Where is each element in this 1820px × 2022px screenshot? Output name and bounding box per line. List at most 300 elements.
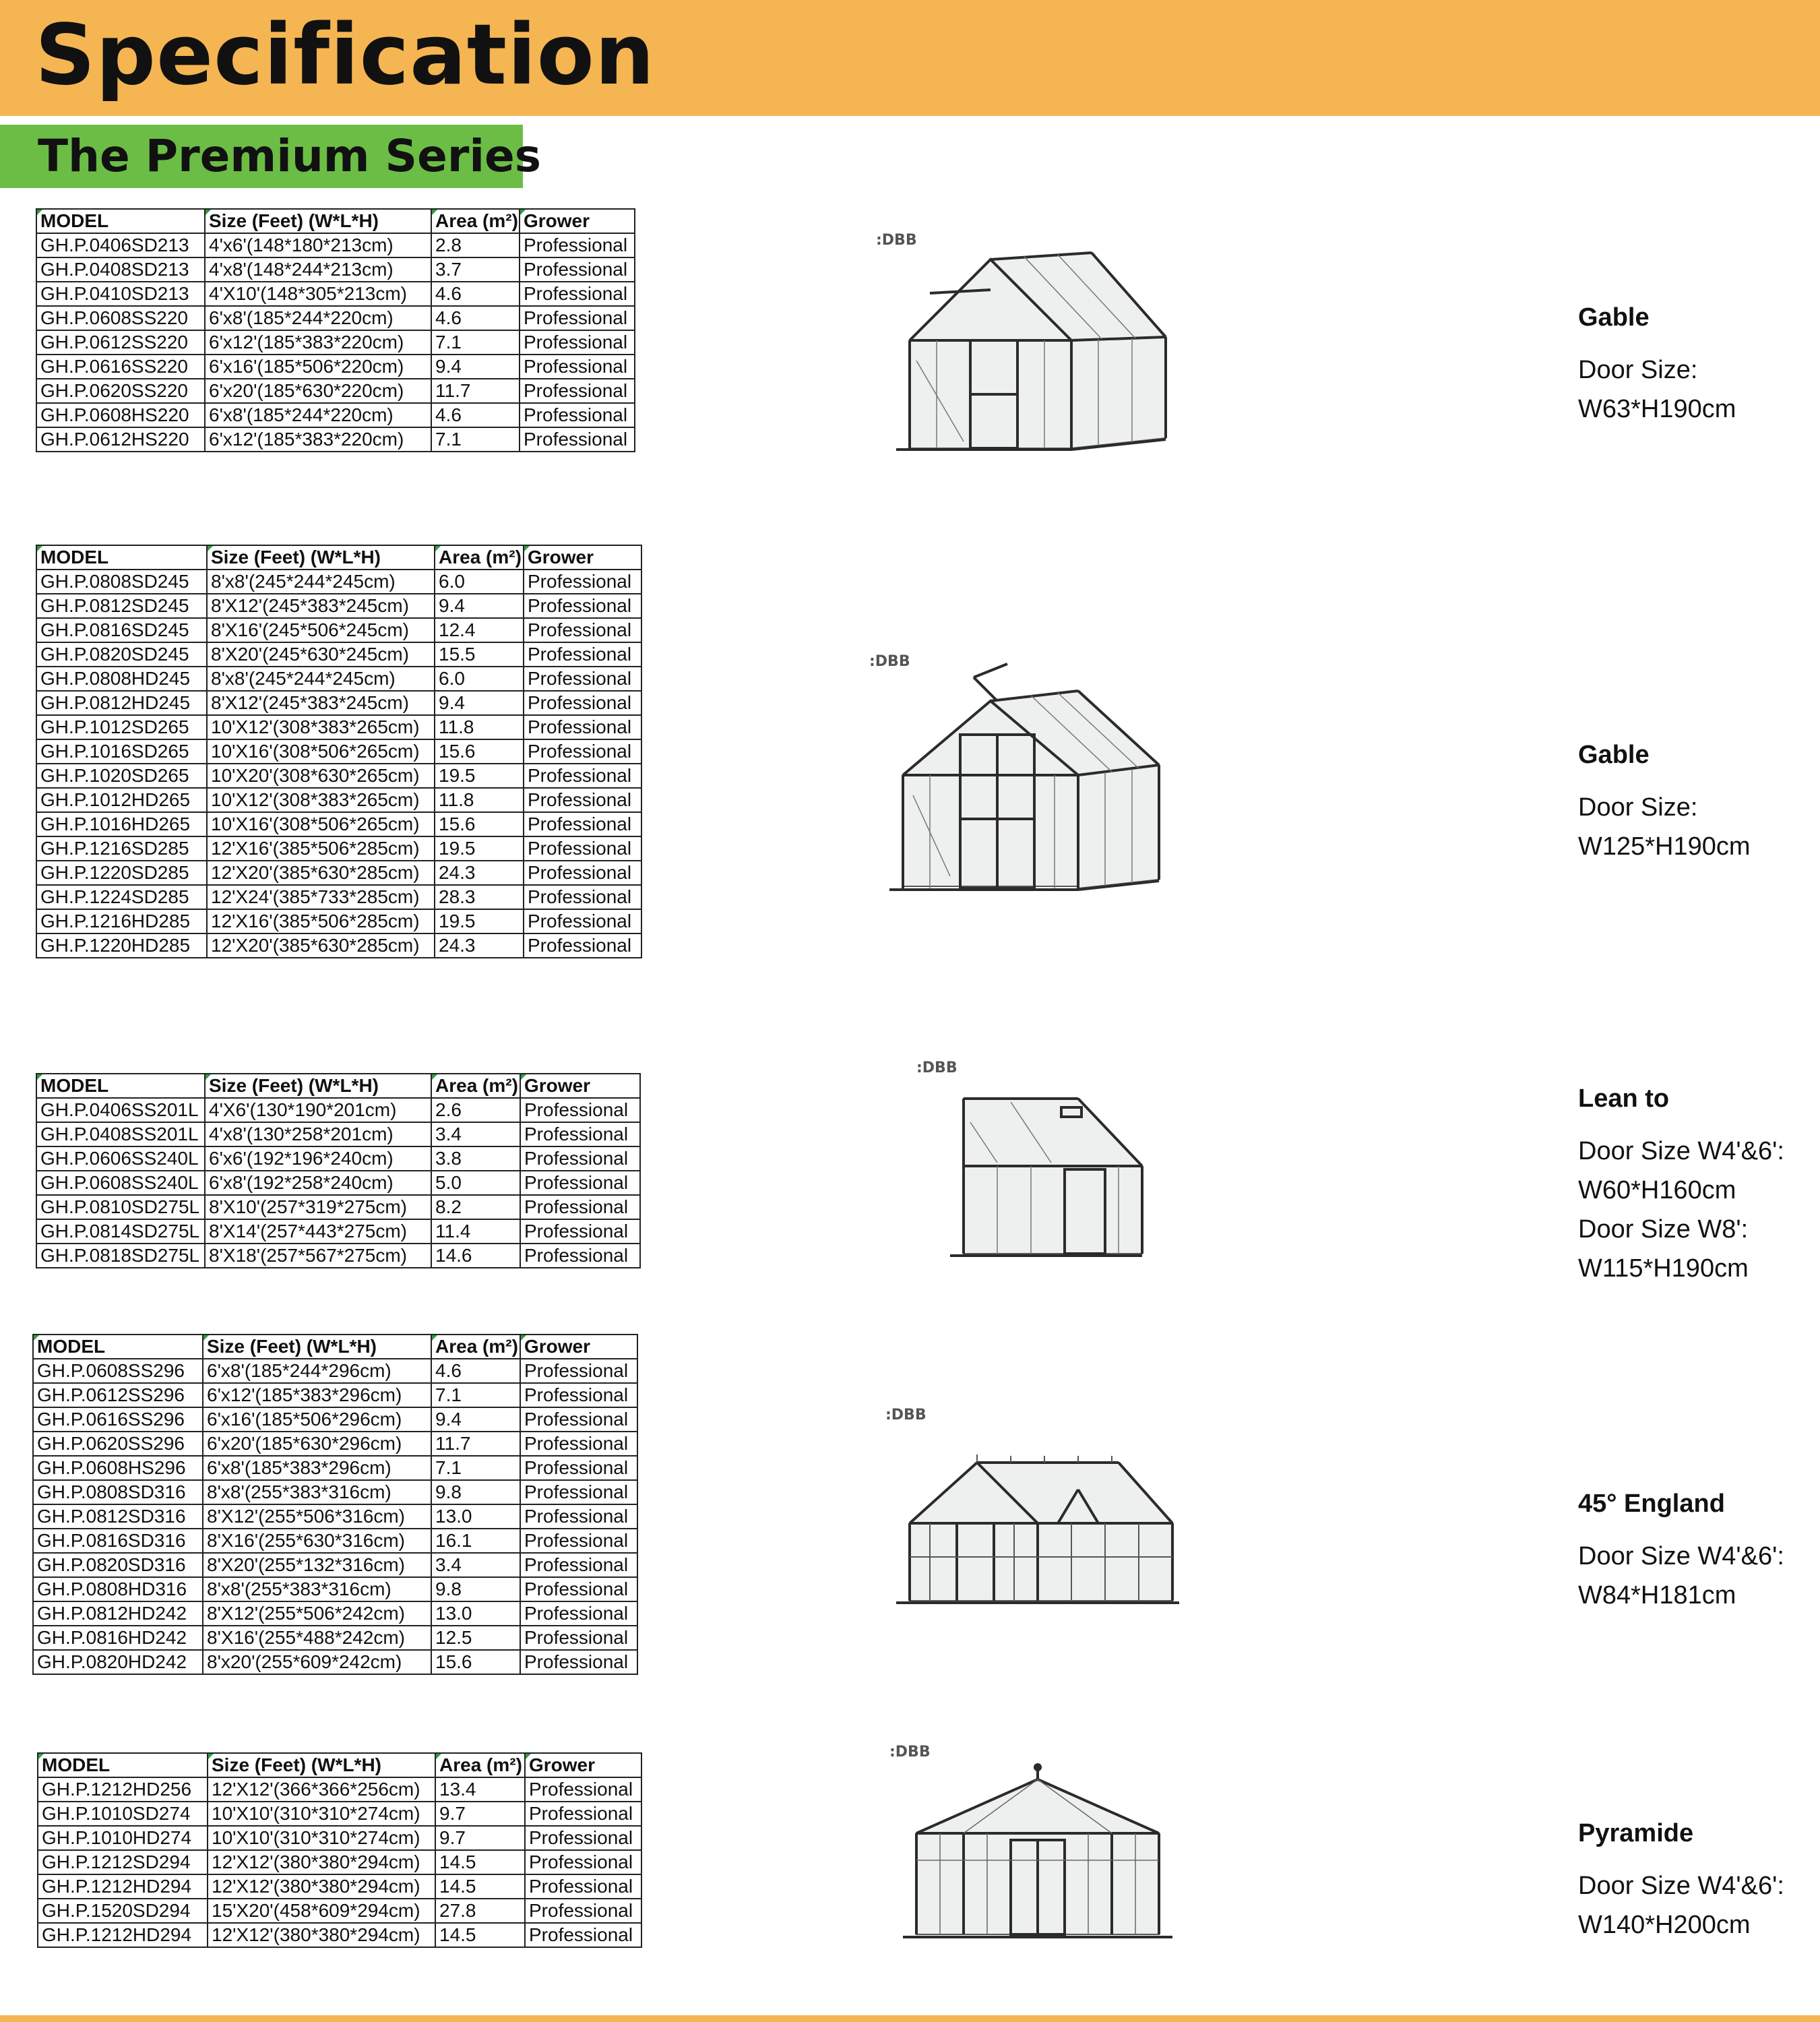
table-cell: GH.P.0812SD245 [36,594,207,618]
corner-mark-icon [206,1074,211,1080]
door-size [1578,350,1736,429]
table-cell: 8'x8'(245*244*245cm) [207,570,435,594]
table-row [36,1195,640,1219]
table-cell: Professional [524,812,641,836]
table-cell: Professional [524,836,641,861]
table-cell: GH.P.0612SS296 [33,1383,203,1407]
table-cell: 3.8 [431,1146,520,1171]
footer-bar [0,2015,1820,2022]
table-cell: 7.1 [431,1456,520,1480]
table-cell: 4'X6'(130*190*201cm) [205,1098,431,1122]
table-cell: 6'x6'(192*196*240cm) [205,1146,431,1171]
table-cell: Professional [524,618,641,642]
table-row [36,1122,640,1146]
gable-greenhouse-small-image [869,226,1179,455]
table-row [33,1601,637,1626]
door-size-value: W84*H181cm [1578,1581,1736,1610]
table-row [38,1777,641,1802]
table-cell: GH.P.1520SD294 [38,1899,208,1923]
table-cell: Professional [524,861,641,885]
table-cell: 8'X16'(245*506*245cm) [207,618,435,642]
table-cell: 19.5 [435,836,524,861]
table-cell: Professional [525,1826,641,1850]
table-cell: GH.P.1212HD256 [38,1777,208,1802]
table-cell: 8'X20'(255*132*316cm) [203,1553,431,1577]
table-header-row [36,545,641,570]
door-size [1578,1866,1784,1944]
column-header: Grower [520,1335,637,1359]
table-cell: 12'X12'(380*380*294cm) [208,1850,435,1874]
table-cell: Professional [520,282,635,306]
table-cell: GH.P.0810SD275L [36,1195,205,1219]
corner-mark-icon [208,546,213,551]
table-cell: 3.4 [431,1553,520,1577]
table-cell: Professional [524,642,641,667]
corner-mark-icon [520,210,526,215]
table-row [38,1923,641,1947]
table-cell: GH.P.0818SD275L [36,1244,205,1268]
table-cell: GH.P.0808HD316 [33,1577,203,1601]
table-cell: Professional [524,739,641,764]
table-cell: 24.3 [435,861,524,885]
table-cell: 6'x12'(185*383*296cm) [203,1383,431,1407]
table-row [36,330,635,355]
table-cell: 11.8 [435,788,524,812]
table-cell: Professional [520,1171,640,1195]
door-size-value: W125*H190cm [1578,832,1751,861]
table-cell: 6'x8'(192*258*240cm) [205,1171,431,1195]
table-cell: 14.5 [435,1874,525,1899]
product-info-lean-to [1578,1083,1784,1288]
table-row [36,594,641,618]
table-cell: Professional [520,1359,637,1383]
table-cell: 7.1 [431,427,520,452]
table-cell: Professional [525,1874,641,1899]
table-cell: 11.7 [431,1432,520,1456]
table-cell: 4.6 [431,1359,520,1383]
table-cell: GH.P.0606SS240L [36,1146,205,1171]
table-cell: Professional [520,1504,637,1529]
table-cell: 8'X16'(255*630*316cm) [203,1529,431,1553]
table-cell: 12'X16'(385*506*285cm) [207,909,435,933]
table-cell: 2.6 [431,1098,520,1122]
table-cell: 11.8 [435,715,524,739]
table-cell: Professional [524,933,641,958]
table-cell: GH.P.1216HD285 [36,909,207,933]
dbb-logo: :DBB [869,653,910,670]
door-size-line: Door Size: [1578,356,1698,384]
table-cell: Professional [525,1777,641,1802]
column-header: Area (m²) [435,1753,525,1777]
corner-mark-icon [432,1074,437,1080]
door-size [1578,788,1751,866]
table-row [36,233,635,257]
table-cell: Professional [520,1146,640,1171]
table-cell: 10'X10'(310*310*274cm) [208,1802,435,1826]
table-row [33,1529,637,1553]
table-cell: GH.P.1216SD285 [36,836,207,861]
table-cell: GH.P.1212SD294 [38,1850,208,1874]
column-header: Size (Feet) (W*L*H) [203,1335,431,1359]
door-size [1578,1537,1784,1615]
table-row [36,1244,640,1268]
table-cell: GH.P.0608HS296 [33,1456,203,1480]
table-header-row [33,1335,637,1359]
table-cell: 10'X20'(308*630*265cm) [207,764,435,788]
table-cell: 14.5 [435,1850,525,1874]
table-cell: GH.P.0608SS220 [36,306,205,330]
table-cell: GH.P.1212HD294 [38,1874,208,1899]
table-cell: GH.P.0616SS296 [33,1407,203,1432]
table-header-row [36,1074,640,1098]
table-cell: Professional [520,330,635,355]
table-cell: 8'X12'(255*506*316cm) [203,1504,431,1529]
table-row [36,933,641,958]
table-cell: Professional [520,1383,637,1407]
table-cell: 13.0 [431,1504,520,1529]
table-cell: Professional [520,1577,637,1601]
door-size-line: Door Size W8': [1578,1215,1749,1244]
table-cell: 14.5 [435,1923,525,1947]
table-cell: GH.P.0812HD245 [36,691,207,715]
table-header-row [38,1753,641,1777]
table-cell: 6'x20'(185*630*220cm) [205,379,431,403]
table-row [36,764,641,788]
table-cell: GH.P.0608HS220 [36,403,205,427]
table-cell: 12'X12'(366*366*256cm) [208,1777,435,1802]
table-cell: 8'X14'(257*443*275cm) [205,1219,431,1244]
table-cell: 8'X12'(245*383*245cm) [207,594,435,618]
table-row [36,1219,640,1244]
spec-table-gable-small [36,208,635,452]
table-cell: GH.P.0608SS296 [33,1359,203,1383]
table-cell: 6'x16'(185*506*296cm) [203,1407,431,1432]
table-cell: 16.1 [431,1529,520,1553]
table-cell: 10'X10'(310*310*274cm) [208,1826,435,1850]
table-cell: 12'X12'(380*380*294cm) [208,1923,435,1947]
table-cell: 19.5 [435,764,524,788]
product-type: Pyramide [1578,1819,1694,1847]
table-cell: 24.3 [435,933,524,958]
column-header: Grower [525,1753,641,1777]
table-cell: 8'x8'(255*383*316cm) [203,1577,431,1601]
column-header: Area (m²) [431,209,520,233]
table-row [36,1171,640,1195]
pyramid-greenhouse-image [876,1739,1199,1955]
table-cell: Professional [520,1195,640,1219]
gable-greenhouse-large-image [862,647,1179,896]
table-cell: GH.P.1016HD265 [36,812,207,836]
table-cell: 8'X16'(255*488*242cm) [203,1626,431,1650]
table-row [33,1432,637,1456]
table-row [33,1504,637,1529]
door-size-value: W140*H200cm [1578,1911,1751,1939]
table-cell: GH.P.1010SD274 [38,1802,208,1826]
table-cell: Professional [524,667,641,691]
table-cell: 6'x20'(185*630*296cm) [203,1432,431,1456]
table-cell: 6'x8'(185*244*220cm) [205,306,431,330]
table-cell: Professional [520,1244,640,1268]
table-row [36,836,641,861]
column-header: MODEL [38,1753,208,1777]
corner-mark-icon [203,1335,209,1341]
column-header: MODEL [36,545,207,570]
column-header: Size (Feet) (W*L*H) [208,1753,435,1777]
england-greenhouse-image [876,1402,1199,1618]
door-size [1578,1132,1784,1288]
table-cell: 3.7 [431,257,520,282]
table-cell: 4'x6'(148*180*213cm) [205,233,431,257]
table-cell: Professional [520,1432,637,1456]
table-row [36,739,641,764]
table-cell: 6'x8'(185*244*296cm) [203,1359,431,1383]
table-cell: Professional [524,885,641,909]
table-cell: Professional [520,1407,637,1432]
table-cell: 13.0 [431,1601,520,1626]
table-cell: 12'X20'(385*630*285cm) [207,933,435,958]
table-cell: 4'x8'(148*244*213cm) [205,257,431,282]
table-cell: 28.3 [435,885,524,909]
corner-mark-icon [432,1335,437,1341]
table-cell: Professional [520,1650,637,1674]
dbb-logo: :DBB [876,232,917,249]
corner-mark-icon [521,1335,526,1341]
product-type: Gable [1578,303,1650,332]
table-cell: 6'x12'(185*383*220cm) [205,330,431,355]
table-cell: GH.P.1016SD265 [36,739,207,764]
corner-mark-icon [34,1335,39,1341]
door-size-value: W60*H160cm [1578,1176,1736,1204]
table-cell: GH.P.1020SD265 [36,764,207,788]
table-row [36,306,635,330]
table-cell: 12'X16'(385*506*285cm) [207,836,435,861]
door-size-line: Door Size W4'&6': [1578,1137,1784,1165]
table-cell: Professional [524,715,641,739]
table-cell: Professional [520,1122,640,1146]
table-cell: 12.4 [435,618,524,642]
column-header: Grower [520,209,635,233]
table-row [36,379,635,403]
table-row [36,885,641,909]
table-cell: Professional [520,1553,637,1577]
table-cell: GH.P.0620SS220 [36,379,205,403]
table-cell: 7.1 [431,1383,520,1407]
table-row [33,1383,637,1407]
table-cell: GH.P.0410SD213 [36,282,205,306]
table-cell: Professional [524,909,641,933]
table-row [33,1407,637,1432]
column-header: MODEL [36,209,205,233]
table-cell: 8.2 [431,1195,520,1219]
table-row [38,1899,641,1923]
table-cell: 4'x8'(130*258*201cm) [205,1122,431,1146]
table-row [36,355,635,379]
lean-to-greenhouse-image [910,1055,1179,1264]
table-row [36,257,635,282]
table-cell: 4.6 [431,306,520,330]
table-row [36,788,641,812]
table-cell: Professional [520,1219,640,1244]
table-cell: Professional [520,1601,637,1626]
table-cell: Professional [520,1480,637,1504]
table-row [38,1874,641,1899]
spec-table-lean-to [36,1073,641,1268]
table-cell: GH.P.0808HD245 [36,667,207,691]
corner-mark-icon [37,546,42,551]
table-cell: GH.P.0808SD316 [33,1480,203,1504]
table-cell: 3.4 [431,1122,520,1146]
corner-mark-icon [526,1754,531,1759]
table-row [33,1650,637,1674]
table-cell: 8'X12'(245*383*245cm) [207,691,435,715]
table-cell: Professional [524,570,641,594]
table-cell: 9.8 [431,1480,520,1504]
table-cell: 11.4 [431,1219,520,1244]
table-cell: 4.6 [431,403,520,427]
table-row [38,1826,641,1850]
dbb-logo: :DBB [885,1407,927,1423]
table-cell: 9.7 [435,1802,525,1826]
table-row [36,1146,640,1171]
table-cell: GH.P.1212HD294 [38,1923,208,1947]
table-cell: 15.6 [435,812,524,836]
table-row [36,909,641,933]
table-cell: GH.P.0406SD213 [36,233,205,257]
table-cell: 8'X10'(257*319*275cm) [205,1195,431,1219]
table-cell: GH.P.0812SD316 [33,1504,203,1529]
table-cell: GH.P.0820HD242 [33,1650,203,1674]
table-cell: Professional [520,233,635,257]
column-header: MODEL [36,1074,205,1098]
table-row [36,691,641,715]
table-cell: 8'X18'(257*567*275cm) [205,1244,431,1268]
table-cell: Professional [520,1098,640,1122]
table-cell: GH.P.1012SD265 [36,715,207,739]
table-cell: 4'X10'(148*305*213cm) [205,282,431,306]
table-cell: GH.P.1220SD285 [36,861,207,885]
table-cell: 10'X16'(308*506*265cm) [207,812,435,836]
page-title: Specification [35,7,656,104]
table-cell: 8'x8'(245*244*245cm) [207,667,435,691]
table-cell: GH.P.0808SD245 [36,570,207,594]
table-cell: GH.P.0816HD242 [33,1626,203,1650]
table-cell: Professional [520,306,635,330]
table-cell: Professional [525,1802,641,1826]
table-cell: Professional [520,1456,637,1480]
table-cell: 12'X24'(385*733*285cm) [207,885,435,909]
door-size-value: W63*H190cm [1578,395,1736,423]
table-cell: 8'x20'(255*609*242cm) [203,1650,431,1674]
column-header: Area (m²) [431,1335,520,1359]
table-cell: GH.P.0812HD242 [33,1601,203,1626]
table-row [36,642,641,667]
table-cell: GH.P.1010HD274 [38,1826,208,1850]
door-size-value: W115*H190cm [1578,1254,1749,1283]
corner-mark-icon [206,210,211,215]
table-header-row [36,209,635,233]
corner-mark-icon [37,210,42,215]
table-cell: 12'X12'(380*380*294cm) [208,1874,435,1899]
table-row [36,861,641,885]
table-cell: GH.P.0816SD245 [36,618,207,642]
product-type: Lean to [1578,1084,1670,1113]
column-header: MODEL [33,1335,203,1359]
table-row [33,1359,637,1383]
table-row [36,667,641,691]
product-info-gable-large [1578,739,1751,866]
corner-mark-icon [436,1754,441,1759]
door-size-line: Door Size W4'&6': [1578,1542,1784,1570]
table-row [36,1098,640,1122]
table-cell: GH.P.1220HD285 [36,933,207,958]
table-cell: 10'X12'(308*383*265cm) [207,788,435,812]
table-cell: 27.8 [435,1899,525,1923]
table-cell: 9.4 [435,691,524,715]
table-cell: 5.0 [431,1171,520,1195]
product-type: Gable [1578,741,1650,769]
corner-mark-icon [435,546,441,551]
column-header: Size (Feet) (W*L*H) [207,545,435,570]
product-info-pyramide [1578,1818,1784,1944]
table-row [36,812,641,836]
table-cell: 10'X12'(308*383*265cm) [207,715,435,739]
table-row [33,1456,637,1480]
table-cell: 19.5 [435,909,524,933]
table-row [38,1802,641,1826]
table-cell: 8'x8'(255*383*316cm) [203,1480,431,1504]
door-size-line: Door Size W4'&6': [1578,1872,1784,1900]
table-cell: Professional [520,1626,637,1650]
table-row [36,403,635,427]
table-cell: Professional [524,788,641,812]
table-cell: 11.7 [431,379,520,403]
table-cell: 6.0 [435,667,524,691]
table-cell: GH.P.0406SS201L [36,1098,205,1122]
column-header: Area (m²) [435,545,524,570]
table-cell: GH.P.0612HS220 [36,427,205,452]
table-cell: 15.6 [431,1650,520,1674]
spec-table-gable-large [36,545,642,958]
table-row [36,618,641,642]
table-row [36,570,641,594]
table-cell: GH.P.0820SD245 [36,642,207,667]
table-cell: 8'X20'(245*630*245cm) [207,642,435,667]
table-cell: 14.6 [431,1244,520,1268]
table-cell: Professional [520,355,635,379]
corner-mark-icon [524,546,530,551]
table-row [33,1480,637,1504]
table-row [36,282,635,306]
table-cell: 9.4 [431,1407,520,1432]
table-cell: Professional [524,691,641,715]
table-cell: 9.4 [435,594,524,618]
table-cell: Professional [520,403,635,427]
table-cell: Professional [520,1529,637,1553]
table-cell: 6'x8'(185*383*296cm) [203,1456,431,1480]
spec-table-pyramide [37,1752,642,1948]
table-cell: GH.P.1012HD265 [36,788,207,812]
table-cell: Professional [524,764,641,788]
table-row [38,1850,641,1874]
table-cell: 9.8 [431,1577,520,1601]
product-info-england [1578,1488,1784,1615]
table-cell: 10'X16'(308*506*265cm) [207,739,435,764]
series-title: The Premium Series [38,130,542,182]
table-cell: Professional [525,1923,641,1947]
table-row [33,1577,637,1601]
table-cell: GH.P.0620SS296 [33,1432,203,1456]
table-cell: 13.4 [435,1777,525,1802]
